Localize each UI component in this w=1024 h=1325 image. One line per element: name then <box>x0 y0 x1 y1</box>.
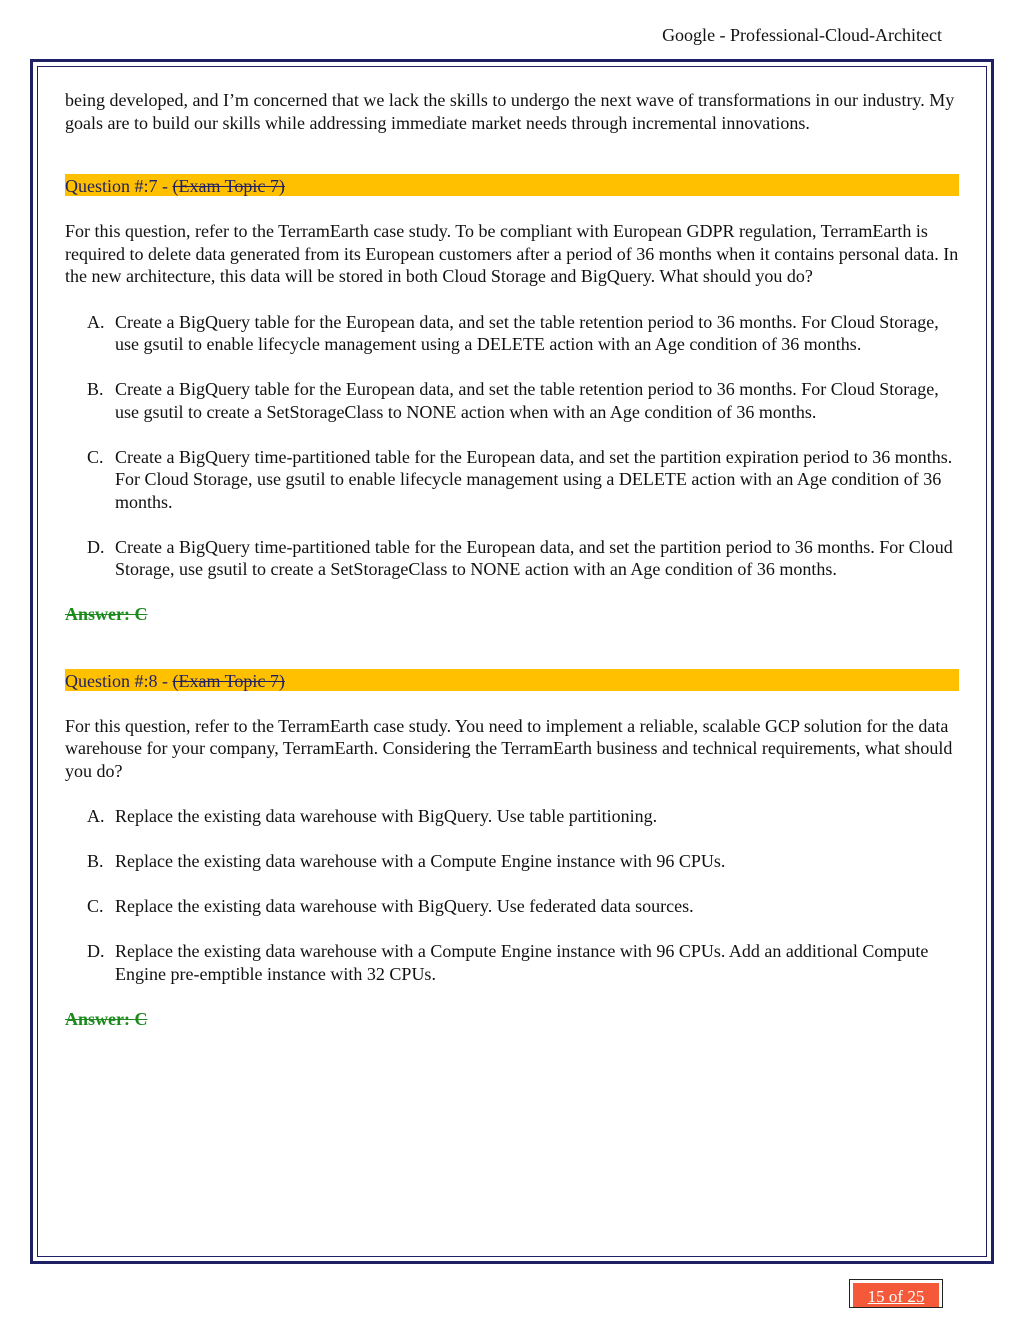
option-text: Create a BigQuery table for the European data, and set the table retention period to 36 months. For Cloud Storage, use gsutil to enable lifecycle management using a DELETE action with an Age condition of 36 months. <box>115 311 939 354</box>
option-letter: C. <box>87 446 104 467</box>
page-header-title: Google - Professional-Cloud-Architect <box>662 25 942 45</box>
option-letter: D. <box>87 941 105 961</box>
option-text: Replace the existing data warehouse with a Compute Engine instance with 96 CPUs. <box>115 851 726 871</box>
answer-option <box>65 805 959 828</box>
answer-option <box>65 311 959 356</box>
option-letter: B. <box>87 379 104 399</box>
option-text: Create a BigQuery table for the European data, and set the table retention period to 36 months. For Cloud Storage, use gsutil to create a SetStorageClass to NONE action when with an Age condition of 36 months. <box>115 379 939 422</box>
option-letter: B. <box>87 851 104 871</box>
page-number[interactable]: 15 of 25 <box>853 1283 939 1307</box>
question-text: For this question, refer to the TerramEarth case study. You need to implement a reliable, scalable GCP solution for the data warehouse for your company, TerramEarth. Considering the TerramEarth business and technical requirements, what should you do? <box>65 715 953 781</box>
page-content <box>65 89 959 1030</box>
option-letter: C. <box>87 896 104 916</box>
question-text: For this question, refer to the TerramEarth case study. To be compliant with European GDPR regulation, TerramEarth is required to delete data generated from its European customers after a period of 36 months when it contains personal data. In the new architecture, this data will be stored in both Cloud Storage and BigQuery. What should you do? <box>65 221 959 286</box>
exam-topic-link[interactable]: (Exam Topic 7) <box>172 176 285 196</box>
option-text: Replace the existing data warehouse with BigQuery. Use federated data sources. <box>115 896 694 916</box>
question-label: Question #:8 - <box>65 670 173 691</box>
question-heading <box>65 174 959 196</box>
exam-topic-link[interactable]: (Exam Topic 7) <box>172 670 285 691</box>
answer-option <box>65 536 959 581</box>
option-text: Replace the existing data warehouse with BigQuery. Use table partitioning. <box>115 806 658 826</box>
answer-option <box>65 940 959 985</box>
intro-paragraph: being developed, and I’m concerned that we lack the skills to undergo the next wave of transformations in our industry. My goals are to build our skills while addressing immediate market needs through incremental innovations. <box>65 90 955 133</box>
question-block <box>65 174 959 626</box>
answer-option <box>65 446 959 514</box>
option-letter: A. <box>87 311 105 332</box>
question-block <box>65 669 959 1031</box>
answer-option <box>65 378 959 423</box>
page-number-box <box>849 1279 943 1308</box>
option-text: Create a BigQuery time-partitioned table for the European data, and set the partition expiration period to 36 months. For Cloud Storage, use gsutil to enable lifecycle management using a DELETE action with an Age condition of 36 months. <box>115 446 953 512</box>
answer-label: Answer: C <box>65 1008 148 1029</box>
answer-label: Answer: C <box>65 604 148 624</box>
question-heading <box>65 669 959 691</box>
question-label: Question #:7 - <box>65 176 173 196</box>
answer-option <box>65 895 959 918</box>
option-text: Create a BigQuery time-partitioned table for the European data, and set the partition period to 36 months. For Cloud Storage, use gsutil to create a SetStorageClass to NONE action with an Age condition of 36 months. <box>115 536 953 579</box>
option-letter: D. <box>87 536 105 557</box>
answer-option <box>65 850 959 873</box>
option-letter: A. <box>87 806 105 826</box>
option-text: Replace the existing data warehouse with a Compute Engine instance with 96 CPUs. Add an additional Compute Engine pre-emptible instance with 32 CPUs. <box>115 941 929 984</box>
